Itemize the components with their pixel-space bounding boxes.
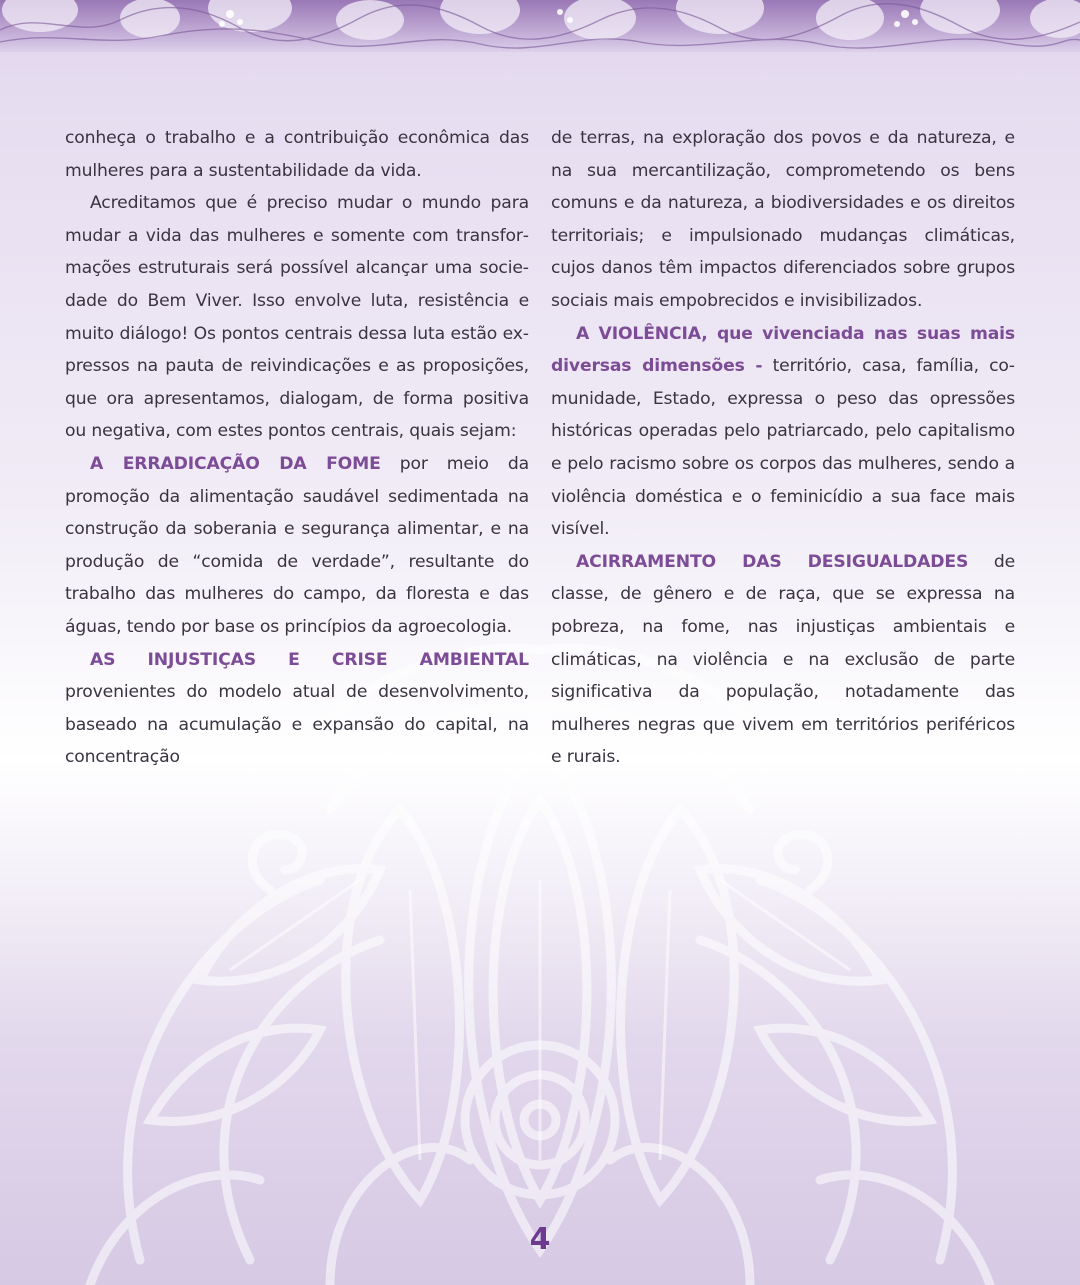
paragraph: de terras, na exploração dos povos e da natureza, e na sua mercantilização, comprometendo os bens comuns e da natureza, a biodiversidades e os direitos territoriais; e impulsionado mudanças climáticas, cujos danos têm impactos diferenciados sobre grupos sociais mais empobrecidos e invisibilizados. (551, 128, 1015, 311)
paragraph-erradicacao-fome (65, 448, 529, 644)
highlight-heading: AS INJUSTIÇAS E CRISE AMBIENTAL (90, 649, 529, 670)
paragraph-text: por meio da promoção da alimentação saudável sedimentada na construção da soberania e segurança alimentar, e na produção de “comida de verdade”, resultante do trabalho das mulheres do campo, da floresta e das águas, tendo por base os princípios da agroecologia. (65, 453, 529, 637)
highlight-heading: A VIOLÊNCIA, que vivenciada nas suas mais diversas dimensões - (551, 323, 1015, 377)
paragraph: conheça o trabalho e a contribuição econômica das mulheres para a sustentabilidade da vida. (65, 128, 529, 181)
paragraph-text: território, casa, família, comunidade, Estado, expressa o peso das opressões históricas operadas pelo patriarcado, pelo capitalismo e pelo racismo sobre os corpos das mulheres, sendo a violência doméstica e o feminicídio a sua face mais visível. (551, 356, 1015, 540)
right-column (551, 122, 1015, 774)
paragraph-text: provenientes do modelo atual de desenvolvimento, baseado na acumulação e expansão do capital, na concentração (65, 682, 529, 768)
body-text (65, 122, 1015, 774)
paragraph-violencia (551, 318, 1015, 546)
paragraph-injusticas-crise-ambiental (65, 644, 529, 774)
floral-border-image (0, 0, 1080, 52)
highlight-heading: A ERRADICAÇÃO DA FOME (90, 453, 381, 474)
paragraph-text: de classe, de gênero e de raça, que se expressa na pobreza, na fome, nas injustiças ambientais e climáticas, na violência e na exclusão de parte significativa da população, notadamente das mulheres negras que vivem em territórios periféricos e rurais. (551, 551, 1015, 768)
paragraph: Acreditamos que é preciso mudar o mundo para mudar a vida das mulheres e somente com transformações estruturais será possível alcançar uma sociedade do Bem Viver. Isso envolve luta, resistência e muito diálogo! Os pontos centrais dessa luta estão expressos na pauta de reivindicações e as proposições, que ora apresentamos, dialogam, de forma positiva ou negativa, com estes pontos centrais, quais sejam: (65, 193, 529, 442)
paragraph-desigualdades (551, 546, 1015, 774)
page-number: 4 (529, 1222, 551, 1257)
left-column (65, 122, 529, 774)
highlight-heading: ACIRRAMENTO DAS DESIGUALDADES (576, 551, 969, 572)
